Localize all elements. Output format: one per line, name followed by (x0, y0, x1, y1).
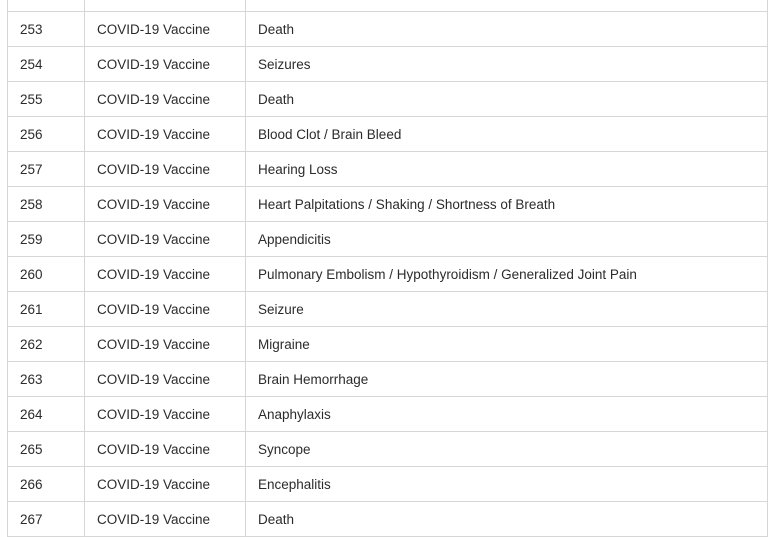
table-row (8, 292, 768, 327)
table-row (8, 12, 768, 47)
table-row (8, 152, 768, 187)
row-id-cell: 258 (8, 187, 85, 222)
table-row (8, 82, 768, 117)
row-id-cell: 263 (8, 362, 85, 397)
table-row (8, 397, 768, 432)
reaction-cell: Pulmonary Embolism / Hypothyroidism / Generalized Joint Pain (246, 257, 768, 292)
table-row (8, 222, 768, 257)
product-cell: COVID-19 Vaccine (85, 292, 246, 327)
product-cell: COVID-19 Vaccine (85, 467, 246, 502)
product-cell: COVID-19 Vaccine (85, 222, 246, 257)
reaction-cell: Death (246, 12, 768, 47)
table-row (8, 0, 768, 12)
table-row (8, 432, 768, 467)
product-cell: COVID-19 Vaccine (85, 187, 246, 222)
table-row (8, 117, 768, 152)
product-cell: COVID-19 Vaccine (85, 362, 246, 397)
table-body (8, 0, 768, 537)
reaction-cell (246, 0, 768, 12)
row-id-cell: 259 (8, 222, 85, 257)
product-cell: COVID-19 Vaccine (85, 397, 246, 432)
product-cell (85, 0, 246, 12)
row-id-cell: 257 (8, 152, 85, 187)
row-id-cell: 266 (8, 467, 85, 502)
product-cell: COVID-19 Vaccine (85, 47, 246, 82)
row-id-cell: 253 (8, 12, 85, 47)
product-cell: COVID-19 Vaccine (85, 502, 246, 537)
product-cell: COVID-19 Vaccine (85, 257, 246, 292)
reaction-cell: Appendicitis (246, 222, 768, 257)
reaction-cell: Blood Clot / Brain Bleed (246, 117, 768, 152)
product-cell: COVID-19 Vaccine (85, 327, 246, 362)
table-row (8, 362, 768, 397)
reaction-cell: Heart Palpitations / Shaking / Shortness of Breath (246, 187, 768, 222)
reaction-cell: Seizure (246, 292, 768, 327)
row-id-cell (8, 0, 85, 12)
product-cell: COVID-19 Vaccine (85, 12, 246, 47)
row-id-cell: 260 (8, 257, 85, 292)
table-row (8, 187, 768, 222)
product-cell: COVID-19 Vaccine (85, 152, 246, 187)
product-cell: COVID-19 Vaccine (85, 82, 246, 117)
row-id-cell: 265 (8, 432, 85, 467)
report-table (7, 0, 768, 537)
row-id-cell: 254 (8, 47, 85, 82)
row-id-cell: 264 (8, 397, 85, 432)
reaction-cell: Seizures (246, 47, 768, 82)
row-id-cell: 255 (8, 82, 85, 117)
row-id-cell: 267 (8, 502, 85, 537)
reaction-cell: Anaphylaxis (246, 397, 768, 432)
row-id-cell: 256 (8, 117, 85, 152)
report-table-container (7, 0, 767, 537)
reaction-cell: Migraine (246, 327, 768, 362)
reaction-cell: Syncope (246, 432, 768, 467)
reaction-cell: Death (246, 502, 768, 537)
row-id-cell: 262 (8, 327, 85, 362)
table-row (8, 327, 768, 362)
reaction-cell: Death (246, 82, 768, 117)
reaction-cell: Hearing Loss (246, 152, 768, 187)
table-row (8, 467, 768, 502)
table-row (8, 47, 768, 82)
table-row (8, 257, 768, 292)
table-row (8, 502, 768, 537)
reaction-cell: Brain Hemorrhage (246, 362, 768, 397)
product-cell: COVID-19 Vaccine (85, 117, 246, 152)
row-id-cell: 261 (8, 292, 85, 327)
reaction-cell: Encephalitis (246, 467, 768, 502)
product-cell: COVID-19 Vaccine (85, 432, 246, 467)
